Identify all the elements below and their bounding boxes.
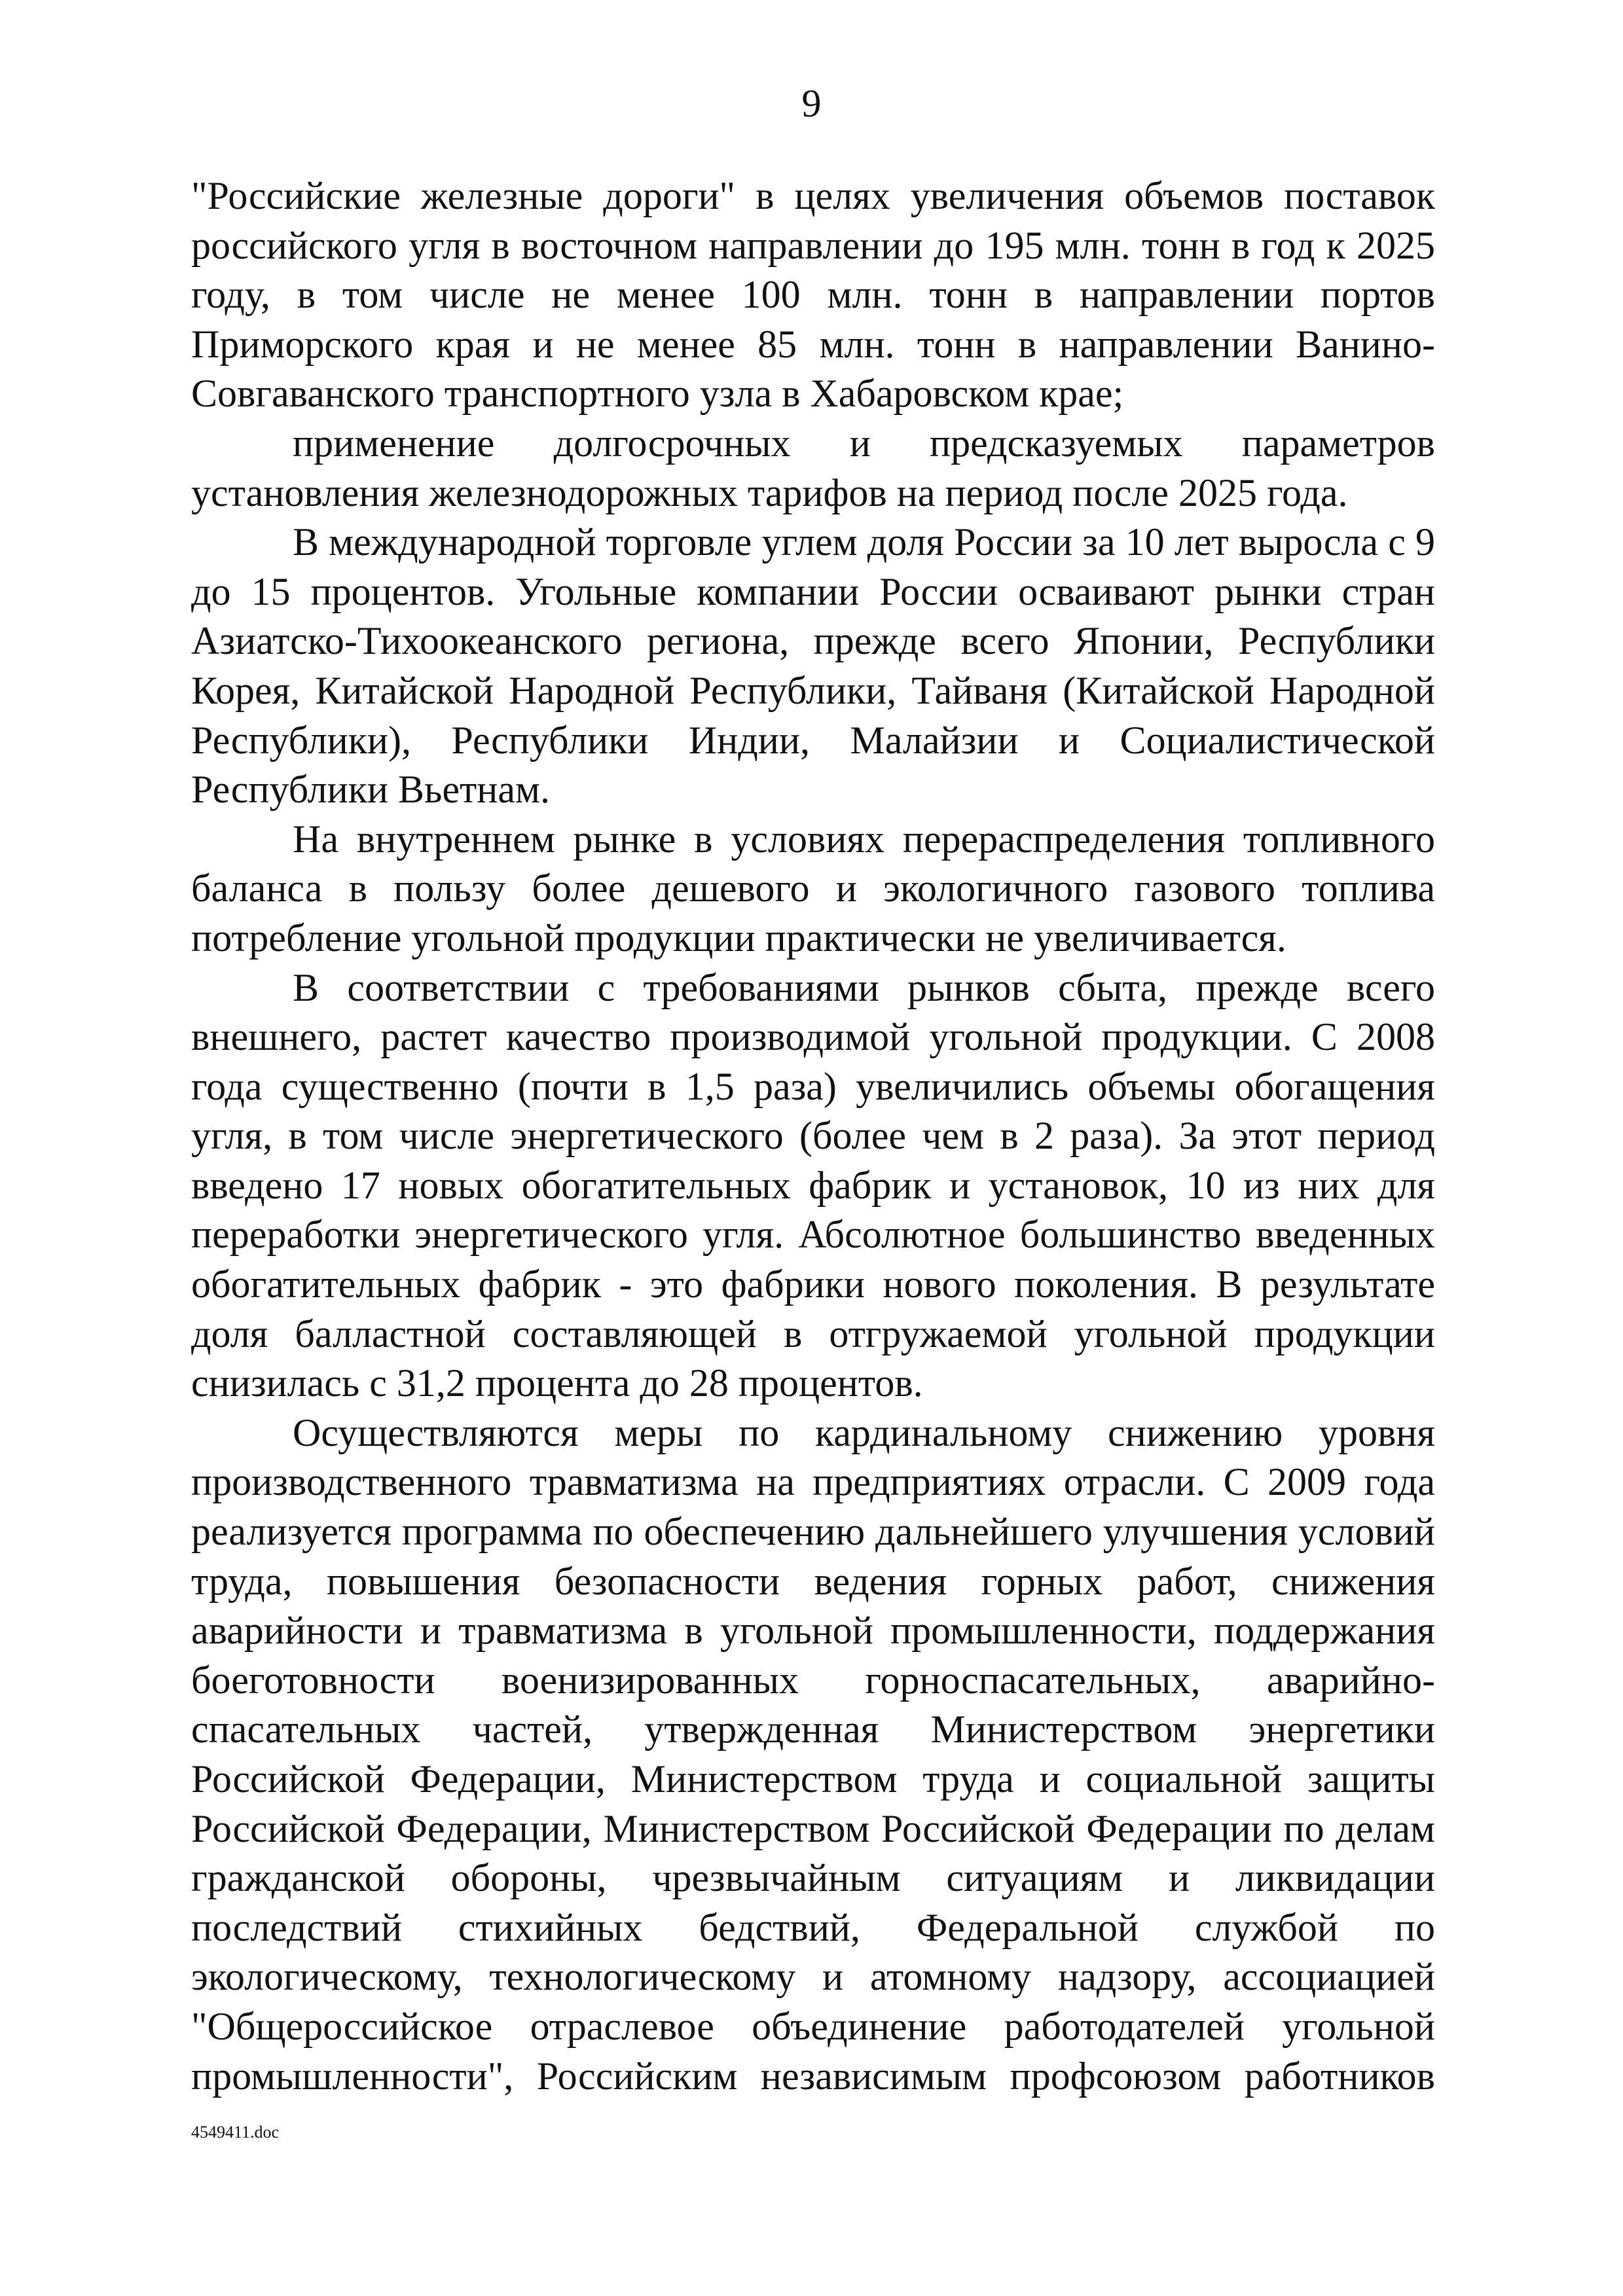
document-filename-footer: 4549411.doc bbox=[191, 2123, 280, 2142]
paragraph-domestic-market: На внутреннем рынке в условиях перераспределения топливного баланса в пользу более дешевого и экологичного газового топлива потребление угольной продукции практически не увеличивается. bbox=[191, 817, 1435, 960]
paragraph-industrial-safety: Осуществляются меры по кардинальному снижению уровня производственного травматизма на предприятиях отрасли. С 2009 года реализуется программа по обеспечению дальнейшего улучшения условий труда, повышения безопасности ведения горных работ, снижения аварийности и травматизма в угольной промышленности, поддержания боеготовности военизированных горноспасательных, аварийно-спасательных частей, утвержденная Министерством энергетики Российской Федерации, Министерством труда и социальной защиты Российской Федерации, Министерством Российской Федерации по делам гражданской обороны, чрезвычайным ситуациям и ликвидации последствий стихийных бедствий, Федеральной службой по экологическому, технологическому и атомному надзору, ассоциацией "Общероссийское отраслевое объединение работодателей угольной промышленности", Российским независимым профсоюзом работников bbox=[191, 1410, 1435, 2098]
paragraph-railway-supply: "Российские железные дороги" в целях увеличения объемов поставок российского угля в восточном направлении до 195 млн. тонн в год к 2025 году, в том числе не менее 100 млн. тонн в направлении портов Приморского края и не менее 85 млн. тонн в направлении Ванино-Совгаванского транспортного узла в Хабаровском крае; bbox=[191, 174, 1435, 416]
paragraph-international-trade: В международной торговле углем доля России за 10 лет выросла с 9 до 15 процентов. Угольные компании России осваивают рынки стран Азиатско-Тихоокеанского региона, прежде всего Японии, Республики Корея, Китайской Народной Республики, Тайваня (Китайской Народной Республики), Республики Индии, Малайзии и Социалистической Республики Вьетнам. bbox=[191, 520, 1435, 812]
document-body bbox=[191, 171, 1435, 2101]
paragraph-tariffs: применение долгосрочных и предсказуемых параметров установления железнодорожных тарифов на период после 2025 года. bbox=[191, 421, 1435, 514]
paragraph-product-quality: В соответствии с требованиями рынков сбыта, прежде всего внешнего, растет качество производимой угольной продукции. С 2008 года существенно (почти в 1,5 раза) увеличились объемы обогащения угля, в том числе энергетического (более чем в 2 раза). За этот период введено 17 новых обогатительных фабрик и установок, 10 из них для переработки энергетического угля. Абсолютное большинство введенных обогатительных фабрик - это фабрики нового поколения. В результате доля балластной составляющей в отгружаемой угольной продукции снизилась с 31,2 процента до 28 процентов. bbox=[191, 965, 1435, 1405]
page-number: 9 bbox=[801, 82, 822, 125]
